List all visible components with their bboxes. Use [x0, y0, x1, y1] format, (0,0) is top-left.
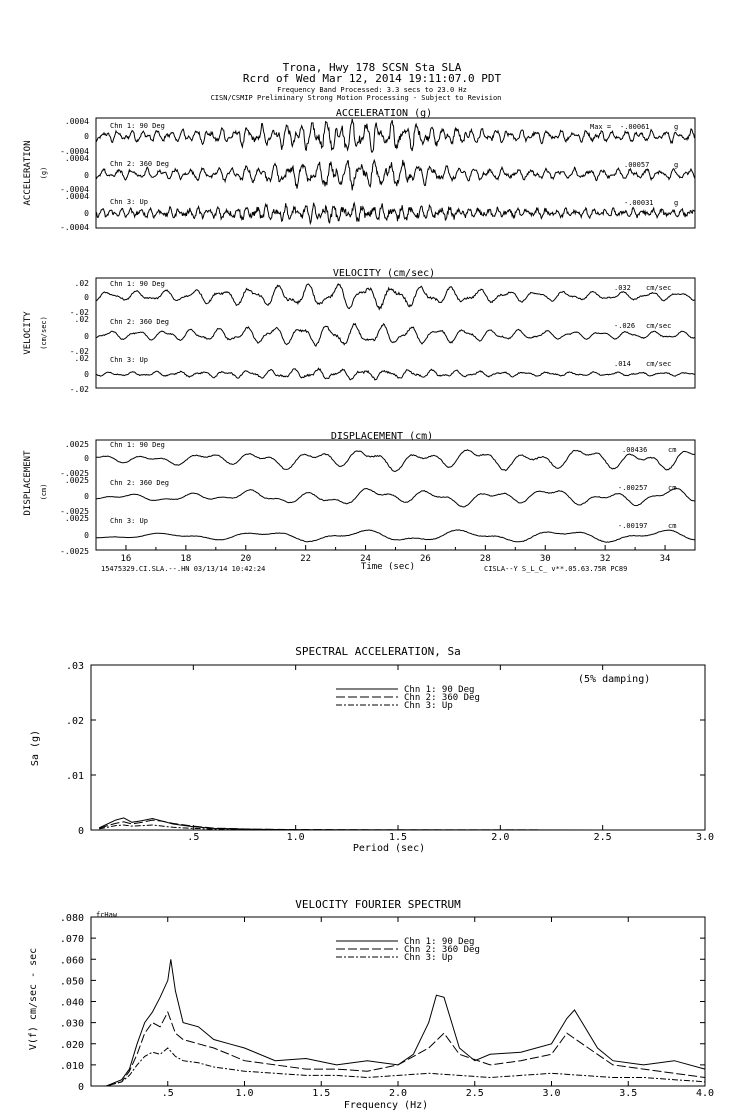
- footer-right: CISLA--Y S_L_C_ v**.05.63.75R PC89: [484, 565, 628, 573]
- vel-ch2-zero-tick: 0: [84, 332, 89, 341]
- y-tick-label: .060: [59, 955, 84, 967]
- disp-ch3-zero-tick: 0: [84, 531, 89, 540]
- y-tick-label: .03: [65, 661, 84, 672]
- acc-ch1-label: Chn 1: 90 Deg: [110, 122, 165, 130]
- disp-ch2-top-tick: .0025: [64, 476, 89, 485]
- displacement-yunit: (cm): [40, 483, 48, 501]
- acc-ch1-top-tick: .0004: [64, 117, 89, 126]
- time-tick-label: 26: [420, 554, 431, 564]
- spectral-acceleration-panel: [30, 645, 714, 854]
- acc-ch2-max-value: .00057: [624, 161, 650, 169]
- fs-corner-label: fcHaw: [96, 911, 118, 919]
- acc-ch2-max-unit: g: [674, 161, 679, 169]
- acc-ch3-max-value: -.00031: [624, 199, 654, 207]
- y-tick-label: .070: [59, 934, 84, 946]
- fs-legend-ch1: Chn 1: 90 Deg: [404, 937, 475, 947]
- acc-ch3-max-unit: g: [674, 199, 679, 207]
- y-tick-label: .030: [59, 1018, 84, 1030]
- y-tick-label: .02: [65, 716, 84, 727]
- vel-ch2-max-unit: cm/sec: [646, 322, 672, 330]
- sa-title: SPECTRAL ACCELERATION, Sa: [295, 645, 461, 658]
- fs-line-ch1: [106, 959, 705, 1086]
- acceleration-panel: [23, 108, 695, 232]
- sa-damping-note: (5% damping): [578, 674, 651, 685]
- sa-legend-ch3: Chn 3: Up: [404, 701, 453, 711]
- y-tick-label: 0: [77, 1082, 84, 1093]
- fs-xlabel: Frequency (Hz): [343, 1100, 429, 1111]
- velocity-panel: [23, 268, 695, 394]
- disp-ch3-bottom-tick: -.0025: [60, 547, 89, 556]
- acceleration-ylabel: ACCELERATION: [23, 140, 33, 206]
- disp-ch1-trace: [96, 450, 695, 472]
- vel-ch3-max-unit: cm/sec: [646, 360, 672, 368]
- x-tick-label: 1.0: [286, 832, 305, 843]
- acc-ch2-bottom-tick: -.0004: [60, 185, 89, 194]
- y-tick-label: .01: [65, 771, 84, 782]
- acc-ch3-zero-tick: 0: [84, 209, 89, 218]
- disp-ch3-label: Chn 3: Up: [110, 517, 148, 525]
- fs-line-ch3: [106, 1048, 705, 1086]
- time-tick-label: 30: [539, 554, 551, 564]
- acc-ch3-top-tick: .0004: [64, 192, 89, 201]
- disp-ch3-trace: [96, 530, 695, 542]
- time-axis-label: Time (sec): [360, 562, 416, 572]
- sa-ylabel: Sa (g): [30, 729, 41, 767]
- fourier-spectrum-panel: [28, 898, 714, 1111]
- acc-ch1-max-unit: g: [674, 123, 679, 131]
- fs-legend: [336, 937, 480, 963]
- fs-ylabel: V(f) cm/sec - sec: [28, 947, 39, 1051]
- disp-ch2-max-value: -.00257: [618, 484, 648, 492]
- disp-ch1-zero-tick: 0: [84, 454, 89, 463]
- processing-disclaimer: CISN/CSMIP Preliminary Strong Motion Processing - Subject to Revision: [210, 94, 502, 102]
- fs-legend-ch3: Chn 3: Up: [404, 953, 453, 963]
- acc-ch3-label: Chn 3: Up: [110, 198, 148, 206]
- x-tick-label: 2.0: [491, 832, 510, 843]
- vel-ch1-top-tick: .02: [74, 279, 89, 288]
- time-tick-label: 28: [479, 554, 491, 564]
- vel-ch2-bottom-tick: -.02: [69, 347, 89, 356]
- disp-ch2-trace: [96, 488, 695, 507]
- x-tick-label: 3.0: [542, 1088, 561, 1099]
- velocity-ylabel: VELOCITY: [23, 311, 33, 355]
- acc-ch3-bottom-tick: -.0004: [60, 223, 89, 232]
- vel-ch3-max-value: .014: [614, 360, 631, 368]
- displacement-ylabel: DISPLACEMENT: [23, 450, 33, 516]
- disp-ch3-max-unit: cm: [668, 522, 677, 530]
- vel-ch3-label: Chn 3: Up: [110, 356, 148, 364]
- fs-legend-ch2: Chn 2: 360 Deg: [404, 945, 480, 955]
- acc-ch2-label: Chn 2: 360 Deg: [110, 160, 170, 168]
- vel-ch1-label: Chn 1: 90 Deg: [110, 280, 165, 288]
- x-tick-label: 2.0: [388, 1088, 408, 1099]
- y-tick-label: 0: [77, 826, 84, 837]
- disp-ch2-label: Chn 2: 360 Deg: [110, 479, 170, 487]
- velocity-title: VELOCITY (cm/sec): [332, 268, 436, 279]
- acc-ch2-trace: [96, 160, 695, 190]
- sa-legend-ch2: Chn 2: 360 Deg: [404, 693, 480, 703]
- vel-ch1-trace: [96, 284, 695, 309]
- disp-ch1-label: Chn 1: 90 Deg: [110, 441, 165, 449]
- disp-ch3-top-tick: .0025: [64, 514, 89, 523]
- x-tick-label: 3.5: [619, 1088, 638, 1099]
- vel-ch3-bottom-tick: -.02: [69, 385, 89, 394]
- time-tick-label: 22: [300, 554, 312, 564]
- velocity-yunit: (cm/sec): [40, 316, 48, 350]
- acc-ch1-max-value: -.00061: [620, 123, 650, 131]
- vel-ch1-zero-tick: 0: [84, 293, 89, 302]
- time-tick-label: 20: [240, 554, 252, 564]
- y-tick-label: .050: [59, 976, 84, 988]
- x-tick-label: 1.0: [235, 1088, 254, 1099]
- disp-ch3-max-value: -.00197: [618, 522, 648, 530]
- y-tick-label: .010: [59, 1060, 84, 1072]
- sa-ticks: [66, 661, 714, 843]
- time-tick-label: 32: [599, 554, 611, 564]
- time-tick-label: 18: [180, 554, 192, 564]
- y-tick-label: .020: [59, 1039, 84, 1051]
- x-tick-label: .5: [161, 1088, 174, 1099]
- disp-ch1-bottom-tick: -.0025: [60, 469, 89, 478]
- sa-frame: [91, 665, 705, 830]
- x-tick-label: 1.5: [312, 1088, 331, 1099]
- footer-left: 15475329.CI.SLA.--.HN 03/13/14 10:42:24: [101, 565, 266, 573]
- disp-ch1-max-unit: cm: [668, 446, 677, 454]
- disp-ch1-top-tick: .0025: [64, 440, 89, 449]
- vel-ch1-bottom-tick: -.02: [69, 308, 89, 317]
- disp-ch2-max-unit: cm: [668, 484, 677, 492]
- acc-ch1-bottom-tick: -.0004: [60, 147, 89, 156]
- x-tick-label: 1.5: [388, 832, 408, 843]
- vel-ch2-trace: [96, 324, 695, 346]
- vel-ch1-max-unit: cm/sec: [646, 284, 672, 292]
- record-date: Rcrd of Wed Mar 12, 2014 19:11:07.0 PDT: [242, 72, 502, 85]
- x-tick-label: 3.0: [695, 832, 715, 843]
- vel-ch3-trace: [96, 368, 695, 380]
- acc-ch1-max-prefix: Max =: [590, 123, 612, 131]
- station-title: Trona, Hwy 178 SCSN Sta SLA: [282, 61, 462, 74]
- sa-line-ch2: [99, 820, 705, 830]
- displacement-panel: [23, 431, 695, 573]
- time-tick-label: 16: [120, 554, 132, 564]
- disp-ch2-zero-tick: 0: [84, 492, 89, 501]
- x-tick-label: .5: [187, 832, 200, 843]
- x-tick-label: 2.5: [593, 832, 612, 843]
- acceleration-title: ACCELERATION (g): [335, 108, 433, 119]
- vel-ch1-max-value: .032: [614, 284, 631, 292]
- y-tick-label: .040: [59, 997, 84, 1009]
- frequency-band: Frequency Band Processed: 3.3 secs to 23.0 Hz: [277, 86, 467, 94]
- displacement-title: DISPLACEMENT (cm): [330, 431, 434, 442]
- disp-ch2-bottom-tick: -.0025: [60, 507, 89, 516]
- disp-ch1-max-value: .00436: [622, 446, 648, 454]
- fs-title: VELOCITY FOURIER SPECTRUM: [295, 898, 461, 911]
- sa-legend: [336, 685, 480, 711]
- acc-ch2-top-tick: .0004: [64, 154, 89, 163]
- y-tick-label: .080: [59, 913, 84, 924]
- acc-ch3-trace: [96, 203, 695, 224]
- vel-ch3-top-tick: .02: [74, 354, 89, 363]
- acc-ch2-zero-tick: 0: [84, 171, 89, 180]
- x-tick-label: 4.0: [695, 1088, 715, 1099]
- time-tick-label: 24: [360, 554, 371, 564]
- vel-ch2-max-value: -.026: [614, 322, 636, 330]
- acc-ch1-zero-tick: 0: [84, 132, 89, 141]
- sa-line-ch1: [99, 818, 705, 830]
- acceleration-yunit: (g): [40, 166, 48, 180]
- vel-ch3-zero-tick: 0: [84, 370, 89, 379]
- time-tick-label: 34: [659, 554, 671, 564]
- x-tick-label: 2.5: [465, 1088, 484, 1099]
- sa-xlabel: Period (sec): [352, 843, 426, 854]
- vel-ch2-label: Chn 2: 360 Deg: [110, 318, 170, 326]
- sa-legend-ch1: Chn 1: 90 Deg: [404, 685, 475, 695]
- vel-ch2-top-tick: .02: [74, 315, 89, 324]
